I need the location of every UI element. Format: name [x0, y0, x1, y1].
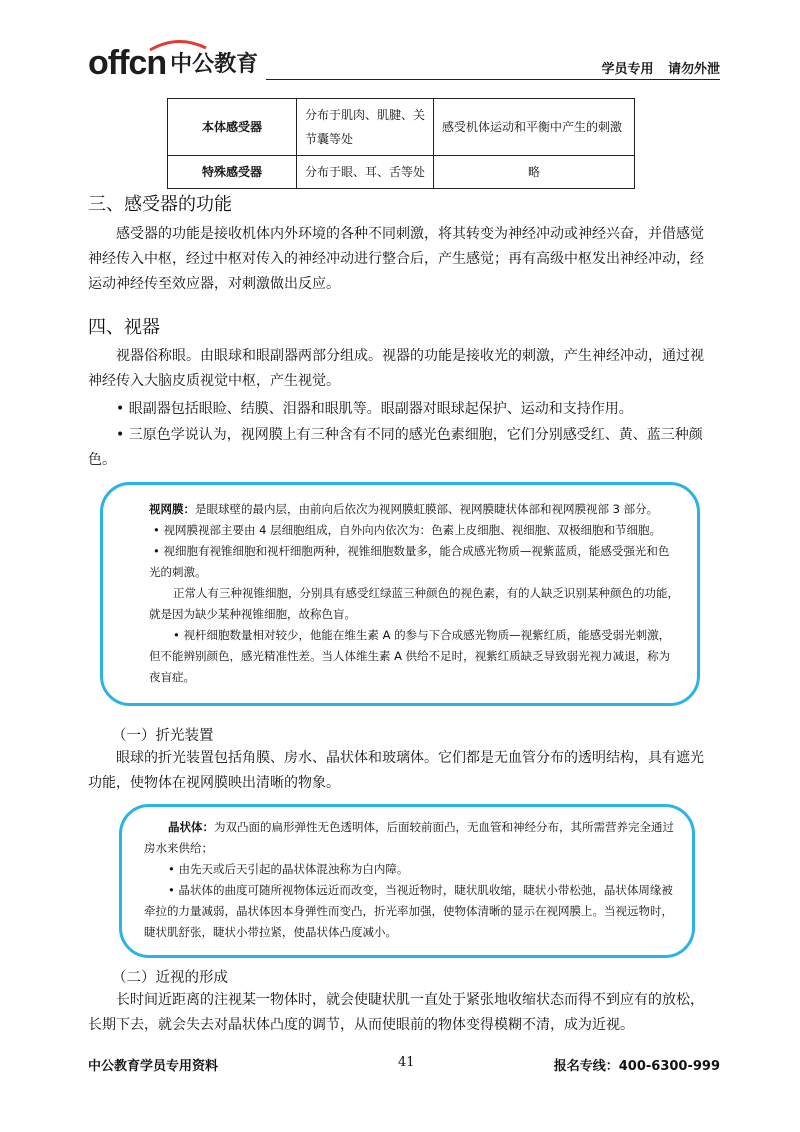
lens-callout-content [144, 817, 674, 943]
callout-paragraph: 正常人有三种视锥细胞，分别具有感受红绿蓝三种颜色的视色素，有的人缺乏识别某种颜色的功能，就是因为缺少某种视锥细胞，故称色盲。 [149, 586, 679, 621]
callout-term: 晶状体： [168, 820, 214, 834]
callout-term: 视网膜： [149, 502, 195, 516]
table-cell-location: 分布于眼、耳、舌等处 [297, 156, 434, 189]
table-cell-name: 特殊感受器 [168, 156, 297, 189]
table-cell-stimulus: 略 [434, 156, 635, 189]
table-cell-location: 分布于肌肉、肌腱、关节囊等处 [297, 99, 434, 156]
logo-cn-text: 中公教育 [170, 52, 259, 77]
section-heading: 三、感受器的功能 [88, 194, 232, 215]
subsection-heading: （二）近视的形成 [112, 970, 228, 986]
bullet-item: • 三原色学说认为，视网膜上有三种含有不同的感光色素细胞，它们分别感受红、黄、蓝三种颜色。 [88, 427, 703, 468]
callout-bullet: • 由先天或后天引起的晶状体混浊称为白内障。 [168, 862, 409, 876]
section-paragraph: 感受器的功能是接收机体内外环境的各种不同刺激，将其转变为神经冲动或神经兴奋，并借感觉神经传入中枢，经过中枢对传入的神经冲动进行整合后，产生感觉；再有高级中枢发出神经冲动，经运动神经传至效应器，对刺激做出反应。 [88, 226, 704, 292]
logo-arc-icon [148, 38, 208, 52]
table-row [168, 156, 635, 189]
table-row [168, 99, 635, 156]
callout-definition [149, 499, 679, 520]
page-footer [88, 1055, 720, 1075]
receptor-table [167, 98, 635, 189]
callout-text: 为双凸面的扁形弹性无色透明体，后面较前面凸，无血管和神经分布，其所需营养完全通过房水来供给； [144, 820, 674, 855]
callout-bullet: • 视细胞有视锥细胞和视杆细胞两种，视锥细胞数量多，能合成感光物质—视紫蓝质，能感受强光和色光的刺激。 [149, 544, 670, 579]
section-paragraph: 视器俗称眼。由眼球和眼副器两部分组成。视器的功能是接收光的刺激，产生神经冲动，通过视神经传入大脑皮质视觉中枢，产生视觉。 [88, 348, 704, 389]
subsection-paragraph: 长时间近距离的注视某一物体时，就会使睫状肌一直处于紧张地收缩状态而得不到应有的放松，长期下去，就会失去对晶状体凸度的调节，从而使眼前的物体变得模糊不清，成为近视。 [88, 992, 704, 1033]
retina-callout-content [149, 499, 679, 688]
page-number: 41 [398, 1055, 415, 1070]
callout-bullet: • 晶状体的曲度可随所视物体远近而改变，当视近物时，睫状肌收缩，睫状小带松弛，晶状体周缘被牵拉的力量减弱，晶状体因本身弹性而变凸，折光率加强，使物体清晰的显示在视网膜上。当视远物时，睫状肌舒张，睫状小带拉紧，使晶状体凸度减小。 [144, 883, 673, 939]
table-cell-stimulus: 感受机体运动和平衡中产生的刺激 [434, 99, 635, 156]
callout-bullet: • 视杆细胞数量相对较少，他能在维生素 A 的参与下合成感光物质—视紫红质，能感受弱光刺激，但不能辨别颜色，感光精准性差。当人体维生素 A 供给不足时，视紫红质缺乏导致弱光视力减退，称为夜盲症。 [149, 628, 671, 684]
callout-definition [144, 817, 674, 859]
bullet-item: • 眼副器包括眼睑、结膜、泪器和眼肌等。眼副器对眼球起保护、运动和支持作用。 [116, 401, 633, 417]
section-heading: 四、视器 [88, 317, 160, 338]
subsection-paragraph: 眼球的折光装置包括角膜、房水、晶状体和玻璃体。它们都是无血管分布的透明结构，具有遮光功能，使物体在视网膜映出清晰的物象。 [88, 750, 704, 791]
page-header [88, 38, 720, 80]
header-tag: 学员专用 请勿外泄 [601, 62, 720, 77]
lens-callout-box [119, 804, 695, 958]
footer-hotline: 报名专线：400-6300-999 [553, 1059, 720, 1074]
logo-latin-text: offcn [88, 44, 167, 82]
callout-text: 是眼球壁的最内层，由前向后依次为视网膜虹膜部、视网膜睫状体部和视网膜视部 3 部分。 [195, 502, 659, 516]
header-divider [266, 79, 720, 80]
retina-callout-box [100, 482, 700, 706]
table-cell-name: 本体感受器 [168, 99, 297, 156]
subsection-heading: （一）折光装置 [112, 728, 214, 744]
callout-bullet: • 视网膜视部主要由 4 层细胞组成，自外向内依次为：色素上皮细胞、视细胞、双极细胞和节细胞。 [153, 523, 662, 537]
footer-left: 中公教育学员专用资料 [88, 1059, 219, 1074]
